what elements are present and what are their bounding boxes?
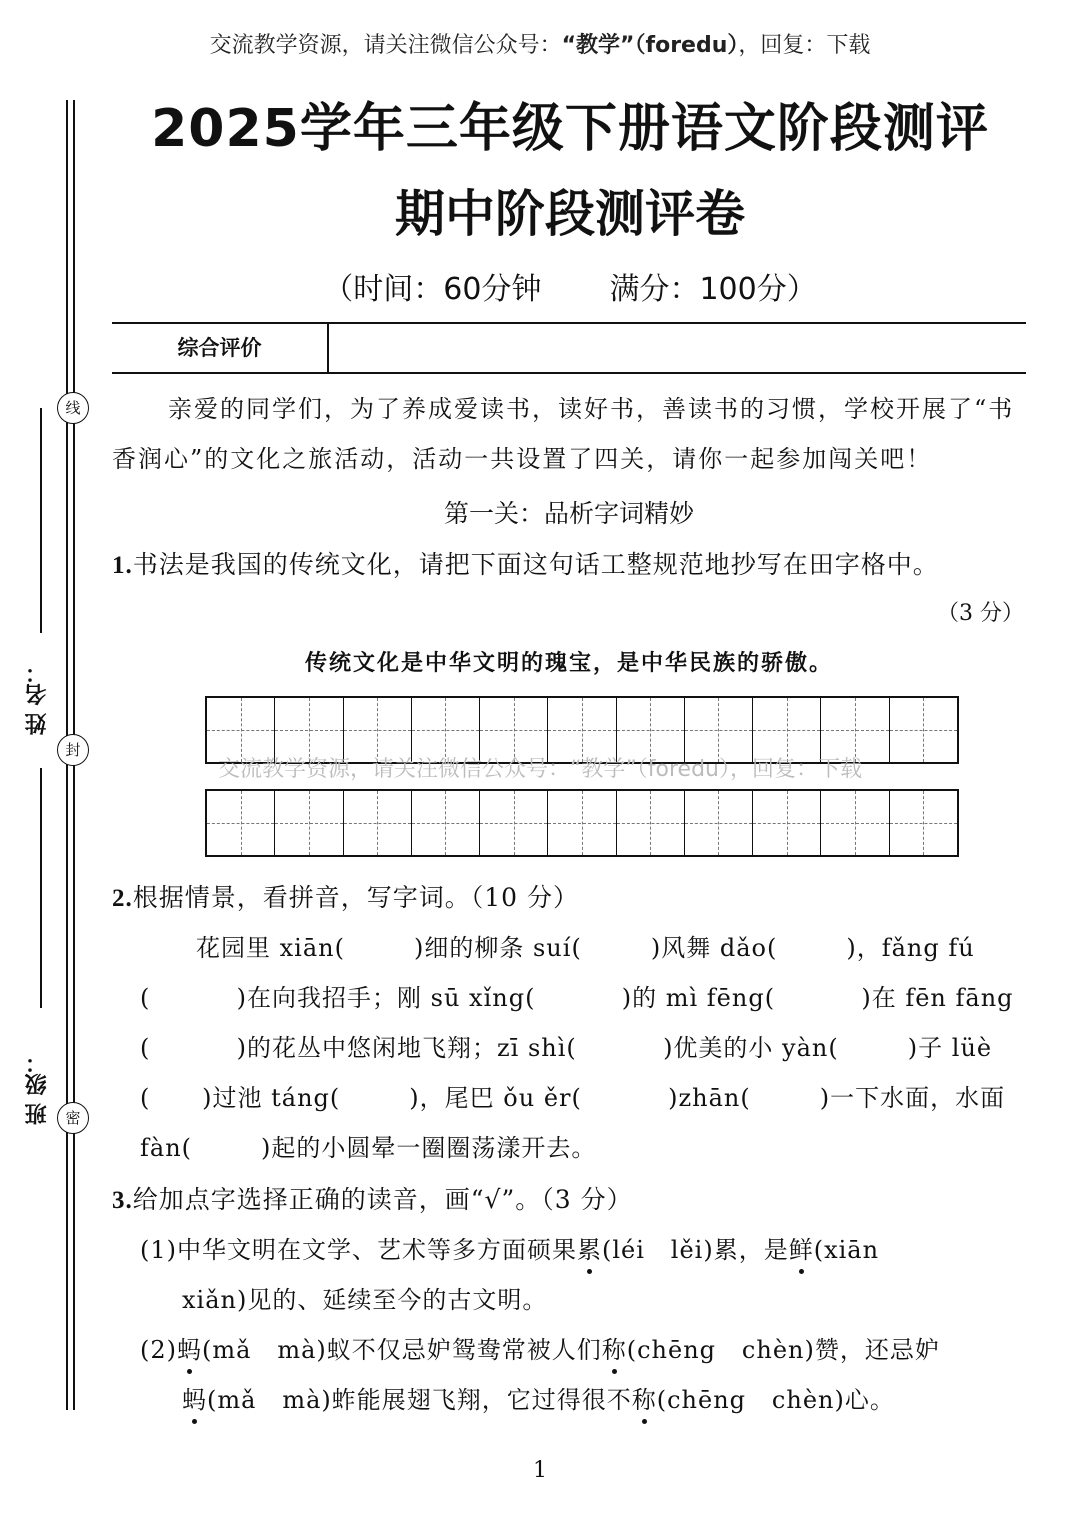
evaluation-box	[112, 322, 1026, 374]
dotted-char: 累	[577, 1236, 602, 1264]
q3-item1-options: (léi lěi)累，是	[602, 1236, 789, 1264]
grid-cell[interactable]	[548, 791, 616, 855]
q3-item2-text: (mǎ mà)蚁不仅忌妒鸳鸯常被人们	[202, 1336, 602, 1364]
q1-text: 书法是我国的传统文化，请把下面这句话工整规范地抄写在田字格中。	[132, 550, 939, 579]
dotted-char: 鲜	[788, 1236, 814, 1264]
q3-item-1-cont: xiǎn)见的、延续至今的古文明。	[182, 1286, 548, 1314]
grid-cell[interactable]	[207, 791, 275, 855]
q3-item2-num: (2)	[140, 1336, 177, 1364]
seal-line-mark: 线	[57, 392, 89, 424]
q1-number: 1.	[112, 552, 133, 579]
q2-line-4: ( )过池 táng( )，尾巴 ǒu ěr( )zhān( )一下水面，水面	[140, 1084, 1006, 1112]
tianzige-row-2[interactable]	[205, 789, 959, 857]
grid-cell[interactable]	[275, 791, 343, 855]
watermark: 交流教学资源，请关注微信公众号：“教学”（foredu），回复：下载	[217, 757, 862, 782]
grid-cell[interactable]	[890, 791, 957, 855]
class-label: 班 级：	[25, 1051, 50, 1125]
q3-item-2-cont	[182, 1380, 895, 1415]
q3-item2-text-3: (mǎ mà)蚱能展翅飞翔，它过得很不	[207, 1386, 632, 1414]
header-note-after: ，回复：下载	[738, 33, 871, 58]
q3-item2-text-4: (chēng chèn)心。	[656, 1386, 895, 1414]
q3-item1-options-2: (xiān	[813, 1236, 880, 1264]
q2-line-1: 花园里 xiān( )细的柳条 suí( )风舞 dǎo( )，fǎng fú	[196, 934, 975, 962]
q3-number: 3.	[112, 1187, 133, 1214]
q2-text: 根据情景，看拼音，写字词。（10 分）	[132, 883, 580, 912]
dotted-char: 蚂	[177, 1336, 202, 1364]
evaluation-label: 综合评价	[112, 324, 329, 372]
grid-cell[interactable]	[685, 791, 753, 855]
dotted-char: 蚂	[182, 1386, 207, 1414]
q1-score: （3 分）	[937, 601, 1024, 626]
q3-item-1	[140, 1230, 879, 1265]
question-2	[112, 878, 1026, 914]
q1-sentence: 传统文化是中华文明的瑰宝，是中华民族的骄傲。	[304, 650, 833, 676]
dotted-char: 称	[601, 1336, 627, 1364]
grid-cell[interactable]	[480, 791, 548, 855]
q2-line-5: fàn( )起的小圆晕一圈圈荡漾开去。	[140, 1134, 597, 1162]
grid-cell[interactable]	[821, 791, 889, 855]
q3-item2-text-2: (chēng chèn)赞，还忌妒	[626, 1336, 940, 1364]
q2-number: 2.	[112, 885, 133, 912]
seal-secret-mark: 密	[57, 1102, 89, 1134]
seal-seal-mark: 封	[57, 734, 89, 766]
name-underline	[40, 408, 42, 633]
class-underline	[40, 768, 42, 1008]
intro-paragraph: 亲爱的同学们，为了养成爱读书，读好书，善读书的习惯，学校开展了“书香润心”的文化之旅活动，活动一共设置了四关，请你一起参加闯关吧！	[112, 395, 1015, 473]
q3-item-2	[140, 1330, 940, 1365]
exam-meta	[110, 264, 1030, 308]
header-note-before: 交流教学资源，请关注微信公众号：	[209, 33, 562, 58]
q2-line-2: ( )在向我招手；刚 sū xǐng( )的 mì fēng( )在 fēn fāng	[140, 984, 1014, 1012]
grid-cell[interactable]	[617, 791, 685, 855]
name-label: 姓 名：	[25, 661, 50, 735]
q3-text: 给加点字选择正确的读音，画“√”。（3 分）	[132, 1185, 633, 1214]
dotted-char: 称	[631, 1386, 657, 1414]
header-note	[0, 28, 1080, 59]
q2-line-3: ( )的花丛中悠闲地飞翔；zī shì( )优美的小 yàn( )子 lüè	[140, 1034, 993, 1062]
grid-cell[interactable]	[412, 791, 480, 855]
question-3	[112, 1180, 1026, 1216]
header-note-brand: “教学”（foredu）	[561, 33, 739, 58]
page-number: 1	[533, 1458, 547, 1483]
section-title: 第一关：品析字词精妙	[443, 499, 694, 528]
q3-item1-text: (1)中华文明在文学、艺术等多方面硕果	[140, 1236, 577, 1264]
exam-full-score: 满分：100分）	[609, 272, 817, 307]
exam-time: （时间：60分钟	[323, 272, 542, 307]
exam-title: 2025学年三年级下册语文阶段测评	[151, 99, 989, 159]
exam-subtitle: 期中阶段测评卷	[395, 185, 745, 243]
grid-cell[interactable]	[344, 791, 412, 855]
question-1	[112, 545, 1026, 581]
grid-cell[interactable]	[753, 791, 821, 855]
